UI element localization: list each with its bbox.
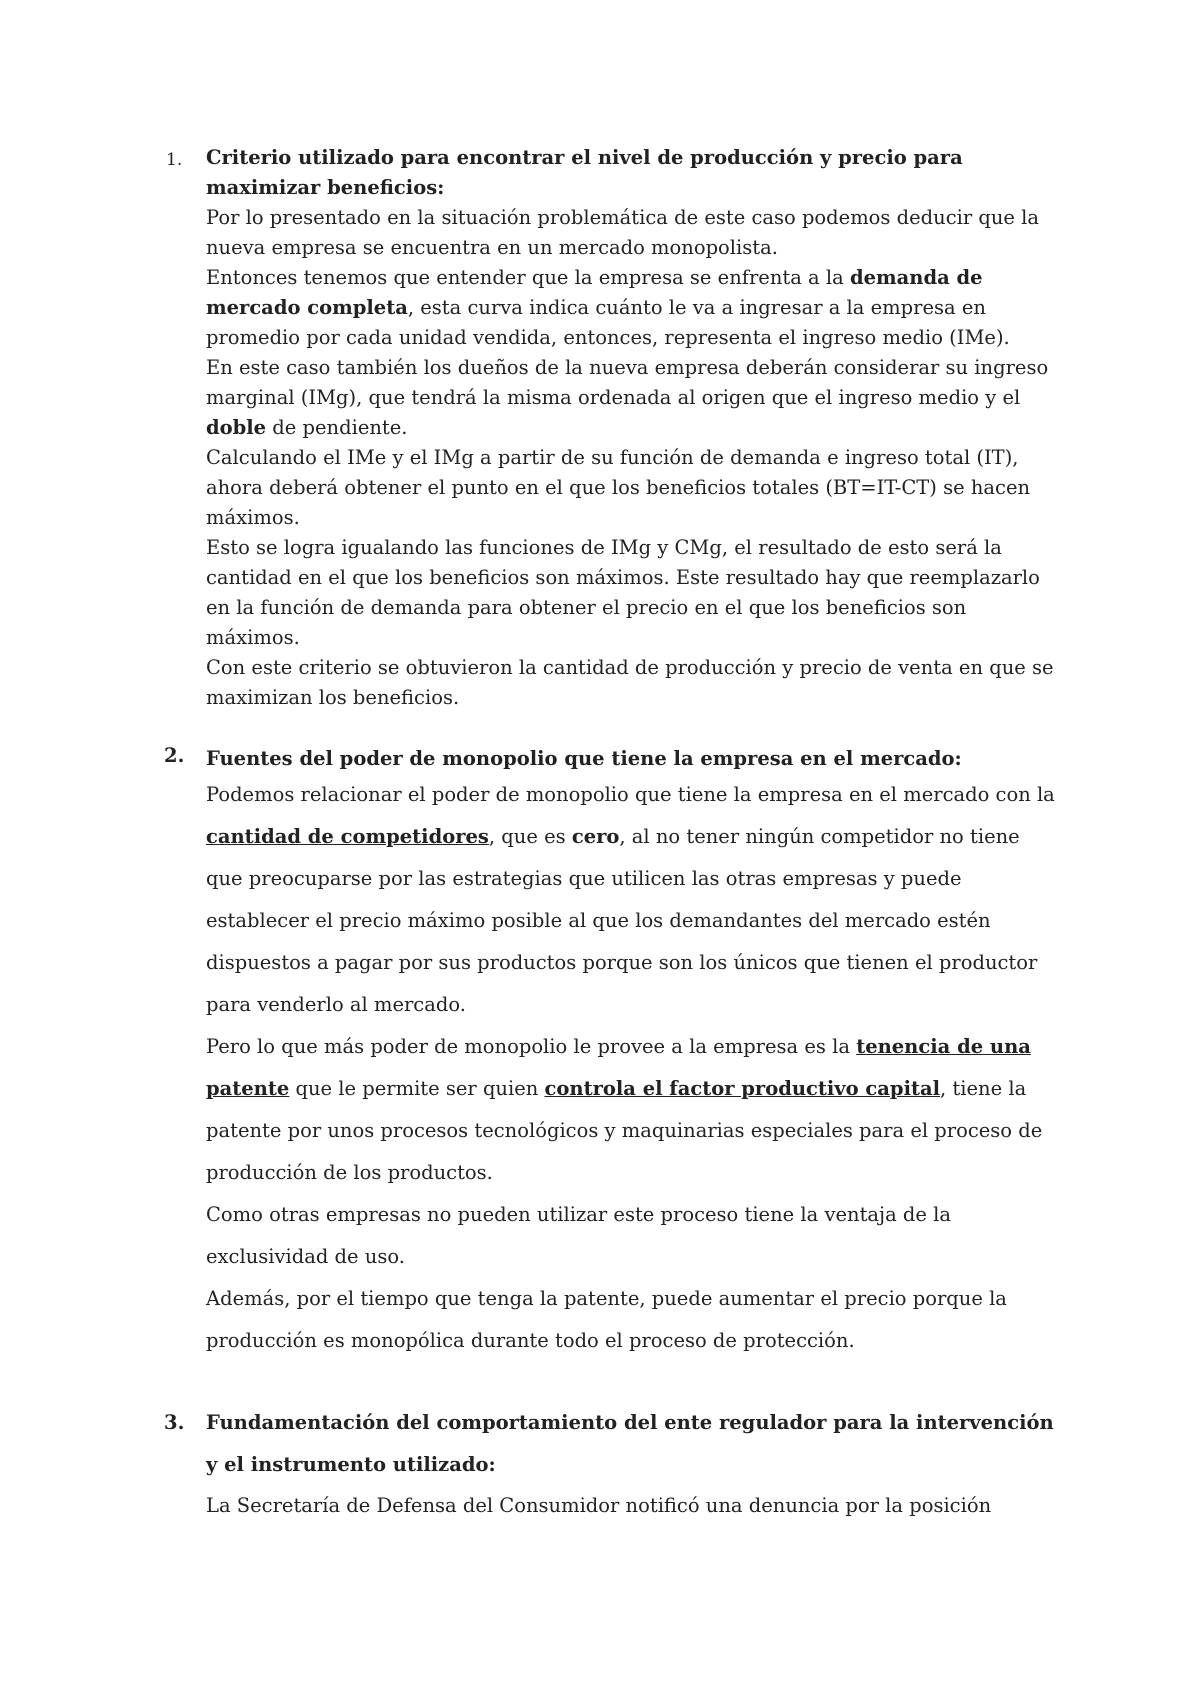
section-1	[166, 143, 1056, 713]
section-3	[164, 1402, 1056, 1526]
emphasis-cero: cero	[571, 825, 620, 848]
emphasis-factor-capital: controla el factor productivo capital	[544, 1077, 941, 1100]
section-1-paragraph-2	[206, 263, 1056, 353]
section-1-paragraph-3	[206, 353, 1056, 443]
section-2-paragraph-4: Además, por el tiempo que tenga la patente, puede aumentar el precio porque la producción es monopólica durante todo el proceso de protección.	[206, 1287, 1007, 1352]
section-2-body	[206, 774, 1056, 1362]
text-run: En este caso también los dueños de la nueva empresa deberán considerar su ingreso marginal (IMg), que tendrá la misma ordenada al origen que el ingreso medio y el	[206, 356, 1049, 409]
section-1-number: 1.	[166, 150, 183, 170]
text-run: , que es	[488, 825, 572, 848]
section-2-number: 2.	[164, 744, 185, 767]
section-3-paragraph-1: La Secretaría de Defensa del Consumidor notificó una denuncia por la posición	[206, 1494, 992, 1517]
text-run: , tiene la patente por unos procesos tecnológicos y maquinarias especiales para el proceso de producción de los productos.	[206, 1077, 1043, 1184]
section-1-paragraph-5: Esto se logra igualando las funciones de IMg y CMg, el resultado de esto será la cantidad en el que los beneficios son máximos. Este resultado hay que reemplazarlo en la función de demanda para obtener el precio en el que los beneficios son máximos.	[206, 536, 1040, 649]
section-1-paragraph-1: Por lo presentado en la situación problemática de este caso podemos deducir que la nueva empresa se encuentra en un mercado monopolista.	[206, 206, 1040, 259]
section-3-number: 3.	[164, 1411, 185, 1434]
section-2-paragraph-1	[206, 774, 1056, 1026]
section-1-paragraph-4: Calculando el IMe y el IMg a partir de su función de demanda e ingreso total (IT), ahora deberá obtener el punto en el que los beneficios totales (BT=IT-CT) se hacen máximos.	[206, 446, 1031, 529]
section-1-heading: Criterio utilizado para encontrar el nivel de producción y precio para maximizar beneficios:	[206, 146, 963, 199]
section-2-paragraph-3: Como otras empresas no pueden utilizar este proceso tiene la ventaja de la exclusividad de uso.	[206, 1203, 951, 1268]
emphasis-doble: doble	[206, 416, 267, 439]
section-2	[164, 744, 1056, 1362]
text-run: de pendiente.	[266, 416, 408, 439]
emphasis-cantidad-competidores: cantidad de competidores	[206, 825, 489, 848]
text-run: , al no tener ningún competidor no tiene que preocuparse por las estrategias que utilicen las otras empresas y puede establecer el precio máximo posible al que los demandantes del mercado estén dispuestos a pagar por sus productos porque son los únicos que tienen el productor para venderlo al mercado.	[206, 825, 1038, 1016]
text-run: Pero lo que más poder de monopolio le provee a la empresa es la	[206, 1035, 857, 1058]
text-run: que le permite ser quien	[289, 1077, 545, 1100]
section-1-paragraph-6: Con este criterio se obtuvieron la cantidad de producción y precio de venta en que se maximizan los beneficios.	[206, 656, 1054, 709]
section-3-heading: Fundamentación del comportamiento del ente regulador para la intervención y el instrumento utilizado:	[206, 1411, 1054, 1476]
text-run: Podemos relacionar el poder de monopolio que tiene la empresa en el mercado con la	[206, 783, 1055, 806]
section-2-paragraph-2	[206, 1026, 1056, 1194]
section-3-body	[206, 1486, 1056, 1526]
text-run: , esta curva indica cuánto le va a ingresar a la empresa en promedio por cada unidad vendida, entonces, representa el ingreso medio (IMe).	[206, 296, 1010, 349]
text-run: Entonces tenemos que entender que la empresa se enfrenta a la	[206, 266, 850, 289]
section-2-heading: Fuentes del poder de monopolio que tiene la empresa en el mercado:	[206, 747, 962, 770]
emphasis-tenencia-patente: tenencia de una patente	[206, 1035, 1031, 1100]
emphasis-demanda: demanda de mercado completa	[206, 266, 983, 319]
